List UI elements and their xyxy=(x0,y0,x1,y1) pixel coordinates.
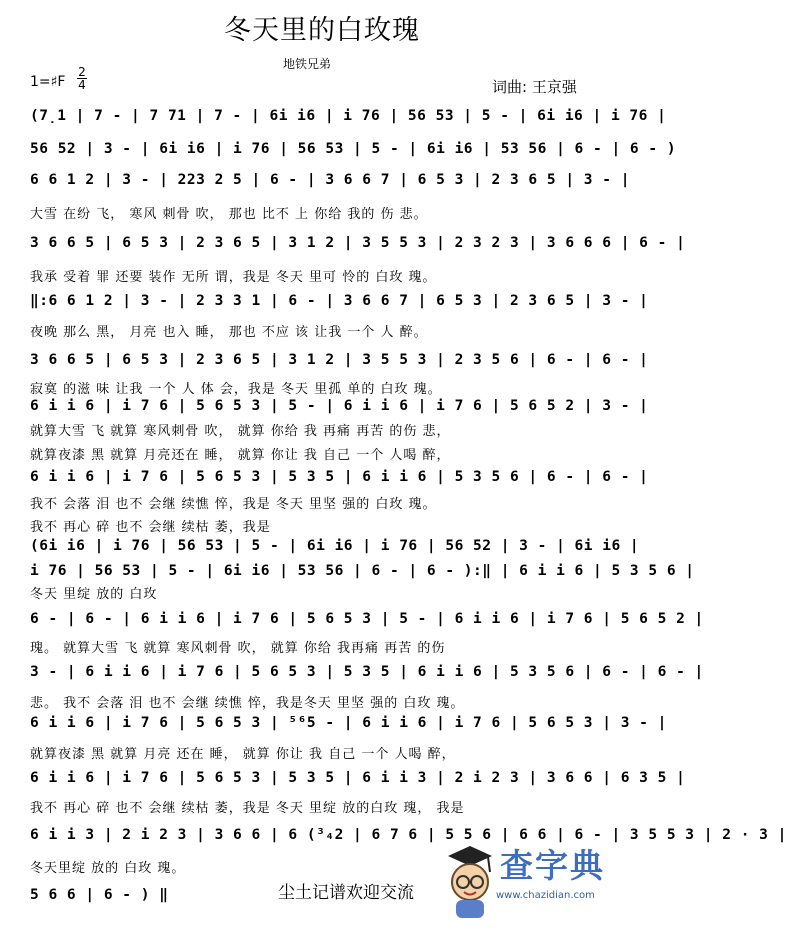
notation-line: (7̣1 | 7 - | 7 71 | 7 - | 6i i6 | i 76 | 56 53 | 5 - | 6i i6 | i 76 | xyxy=(30,108,667,124)
mascot-icon xyxy=(440,842,500,922)
notation-line: (6i i6 | i 76 | 56 53 | 5 - | 6i i6 | i 76 | 56 52 | 3 - | 6i i6 | xyxy=(30,538,640,554)
time-signature-top: 2 xyxy=(78,65,86,79)
artist-label: 地铁兄弟 xyxy=(283,57,332,71)
lyric-line: 瑰。 就算大雪 飞 就算 寒风刺骨 吹， 就算 你给 我再痛 再苦 的伤 xyxy=(30,641,446,656)
page-title: 冬天里的白玫瑰 xyxy=(224,15,420,46)
lyric-line: 我不 会落 泪 也不 会继 续憔 悴，我是 冬天 里坚 强的 白玫 瑰。 xyxy=(30,497,437,512)
notation-line: 6 i i 6 | i 7 6 | 5 6 5 3 | 5 - | 6 i i 6 | i 7 6 | 5 6 5 2 | 3 - | xyxy=(30,398,649,414)
notation-line: 6 6 1 2 | 3 - | 223 2 5 | 6 - | 3 6 6 7 | 6 5 3 | 2 3 6 5 | 3 - | xyxy=(30,172,630,188)
notation-line: i 76 | 56 53 | 5 - | 6i i6 | 53 56 | 6 - | 6 - ):‖ | 6 i i 6 | 5 3 5 6 | xyxy=(30,563,695,579)
notation-line: 6 i i 6 | i 7 6 | 5 6 5 3 | 5 3 5 | 6 i i 3 | 2 i 2 3 | 3 6 6 | 6 3 5 | xyxy=(30,770,686,786)
logo-text: 查字典 xyxy=(500,846,605,885)
lyric-line: 寂寞 的滋 味 让我 一个 人 体 会，我是 冬天 里孤 单的 白玫 瑰。 xyxy=(30,382,442,397)
lyric-line: 就算大雪 飞 就算 寒风刺骨 吹， 就算 你给 我 再痛 再苦 的伤 悲， xyxy=(30,424,451,439)
credit-label: 词曲: 王京强 xyxy=(492,78,577,96)
time-signature xyxy=(77,66,87,91)
notation-line: 3 6 6 5 | 6 5 3 | 2 3 6 5 | 3 1 2 | 3 5 5 3 | 2 3 2 3 | 3 6 6 6 | 6 - | xyxy=(30,235,686,251)
lyric-line: 悲。 我不 会落 泪 也不 会继 续憔 悴，我是冬天 里坚 强的 白玫 瑰。 xyxy=(30,696,465,711)
lyric-line: 冬天里绽 放的 白玫 瑰。 xyxy=(30,861,186,876)
notation-line: 56 52 | 3 - | 6i i6 | i 76 | 56 53 | 5 - | 6i i6 | 53 56 | 6 - | 6 - ) xyxy=(30,141,677,157)
lyric-line: 我不 再心 碎 也不 会继 续枯 萎，我是 xyxy=(30,520,271,535)
lyric-line: 我承 受着 罪 还要 装作 无所 谓，我是 冬天 里可 怜的 白玫 瑰。 xyxy=(30,270,437,285)
notation-line: 6 i i 6 | i 7 6 | 5 6 5 3 | 5 3 5 | 6 i i 6 | 5 3 5 6 | 6 - | 6 - | xyxy=(30,469,649,485)
key-signature: 1=♯F xyxy=(30,74,66,90)
notation-line: 6 i i 6 | i 7 6 | 5 6 5 3 | ⁵⁶5 - | 6 i i 6 | i 7 6 | 5 6 5 3 | 3 - | xyxy=(30,715,667,731)
footer-note: 尘土记谱欢迎交流 xyxy=(278,883,414,903)
time-signature-bottom: 4 xyxy=(78,78,86,92)
notation-line: 6 i i 3 | 2 i 2 3 | 3 6 6 | 6 (³₄2 | 6 7 6 | 5 5 6 | 6 6 | 6 - | 3 5 5 3 | 2 · 3 | xyxy=(30,827,787,843)
lyric-line: 冬天 里绽 放的 白玫 xyxy=(30,587,158,602)
lyric-line: 大雪 在纷 飞， 寒风 刺骨 吹， 那也 比不 上 你给 我的 伤 悲。 xyxy=(30,207,428,222)
notation-line: ‖:6 6 1 2 | 3 - | 2 3 3 1 | 6 - | 3 6 6 7 | 6 5 3 | 2 3 6 5 | 3 - | xyxy=(30,293,649,309)
lyric-line: 我不 再心 碎 也不 会继 续枯 萎，我是 冬天 里绽 放的白玫 瑰， 我是 xyxy=(30,801,465,816)
logo-url: www.chazidian.com xyxy=(496,890,595,901)
lyric-line: 夜晚 那么 黑， 月亮 也入 睡， 那也 不应 该 让我 一个 人 醉。 xyxy=(30,325,428,340)
notation-line: 3 - | 6 i i 6 | i 7 6 | 5 6 5 3 | 5 3 5 | 6 i i 6 | 5 3 5 6 | 6 - | 6 - | xyxy=(30,664,704,680)
lyric-line: 就算夜漆 黑 就算 月亮还在 睡， 就算 你让 我 自己 一个 人喝 醉， xyxy=(30,448,451,463)
notation-line: 6 - | 6 - | 6 i i 6 | i 7 6 | 5 6 5 3 | 5 - | 6 i i 6 | i 7 6 | 5 6 5 2 | xyxy=(30,611,704,627)
lyric-line: 就算夜漆 黑 就算 月亮 还在 睡， 就算 你让 我 自己 一个 人喝 醉， xyxy=(30,747,456,762)
notation-line: 5 6 6 | 6 - ) ‖ xyxy=(30,887,169,903)
notation-line: 3 6 6 5 | 6 5 3 | 2 3 6 5 | 3 1 2 | 3 5 5 3 | 2 3 5 6 | 6 - | 6 - | xyxy=(30,352,649,368)
